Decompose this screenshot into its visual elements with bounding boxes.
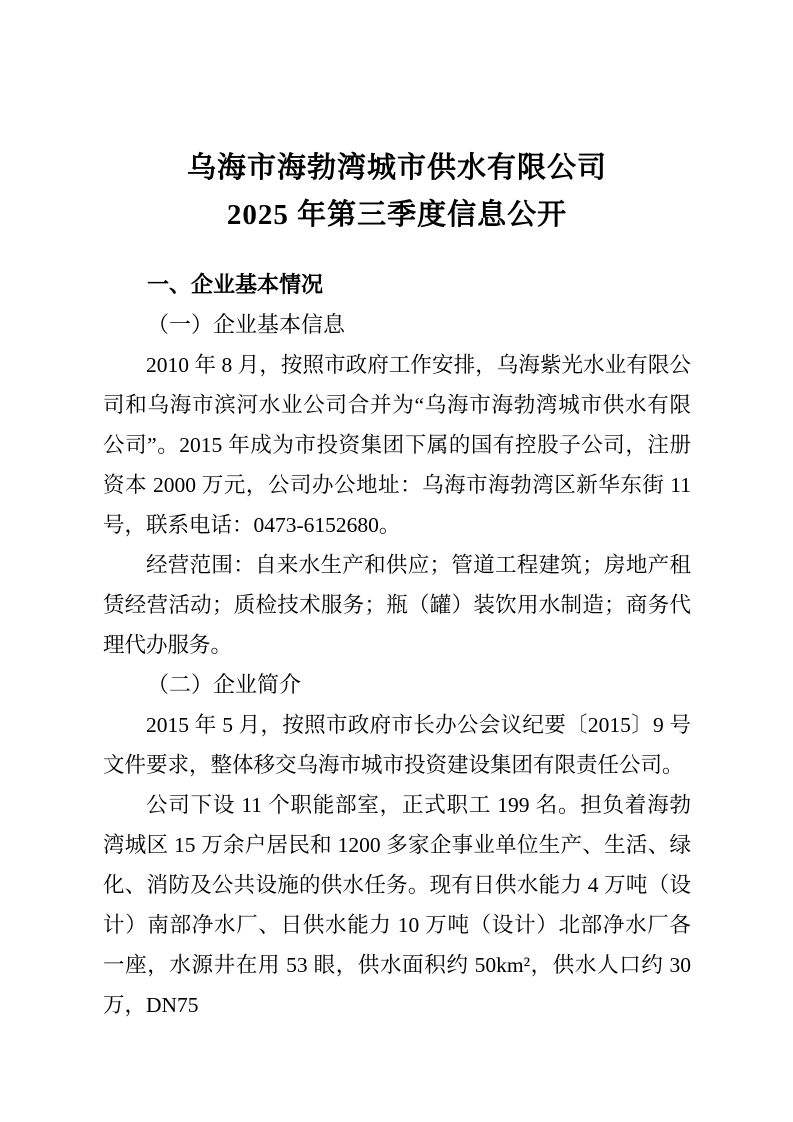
paragraph-transfer-2015: 2015 年 5 月，按照市政府市长办公会议纪要〔2015〕9 号文件要求，整体移交乌海市城市投资建设集团有限责任公司。 (103, 713, 691, 777)
paragraph-business-scope: 经营范围：自来水生产和供应；管道工程建筑；房地产租赁经营活动；质检技术服务；瓶（罐）装饮用水制造；商务代理代办服务。 (103, 553, 691, 657)
paragraph-company-history: 2010 年 8 月，按照市政府工作安排，乌海紫光水业有限公司和乌海市滨河水业公司合并为“乌海市海勃湾城市供水有限公司”。2015 年成为市投资集团下属的国有控股子公司，注册资本 2000 万元，公司办公地址：乌海市海勃湾区新华东街 11 号，联系电话：0473-6152680。 (103, 353, 691, 537)
section-heading-basic-situation: 一、企业基本情况 (147, 272, 324, 297)
sub-heading-company-profile: （二）企业简介 (147, 672, 302, 697)
document-title-line1: 乌海市海勃湾城市供水有限公司 (186, 152, 607, 184)
document-title (103, 145, 691, 239)
document-title-line2: 2025 年第三季度信息公开 (226, 199, 568, 231)
paragraph-company-scale: 公司下设 11 个职能部室，正式职工 199 名。担负着海勃湾城区 15 万余户居民和 1200 多家企事业单位生产、生活、绿化、消防及公共设施的供水任务。现有日供水能力 4 万吨（设计）南部净水厂、日供水能力 10 万吨（设计）北部净水厂各一座，水源井在用 53 眼，供水面积约 50km²，供水人口约 30 万，DN75 (103, 793, 691, 1017)
sub-heading-basic-info: （一）企业基本信息 (147, 312, 346, 337)
